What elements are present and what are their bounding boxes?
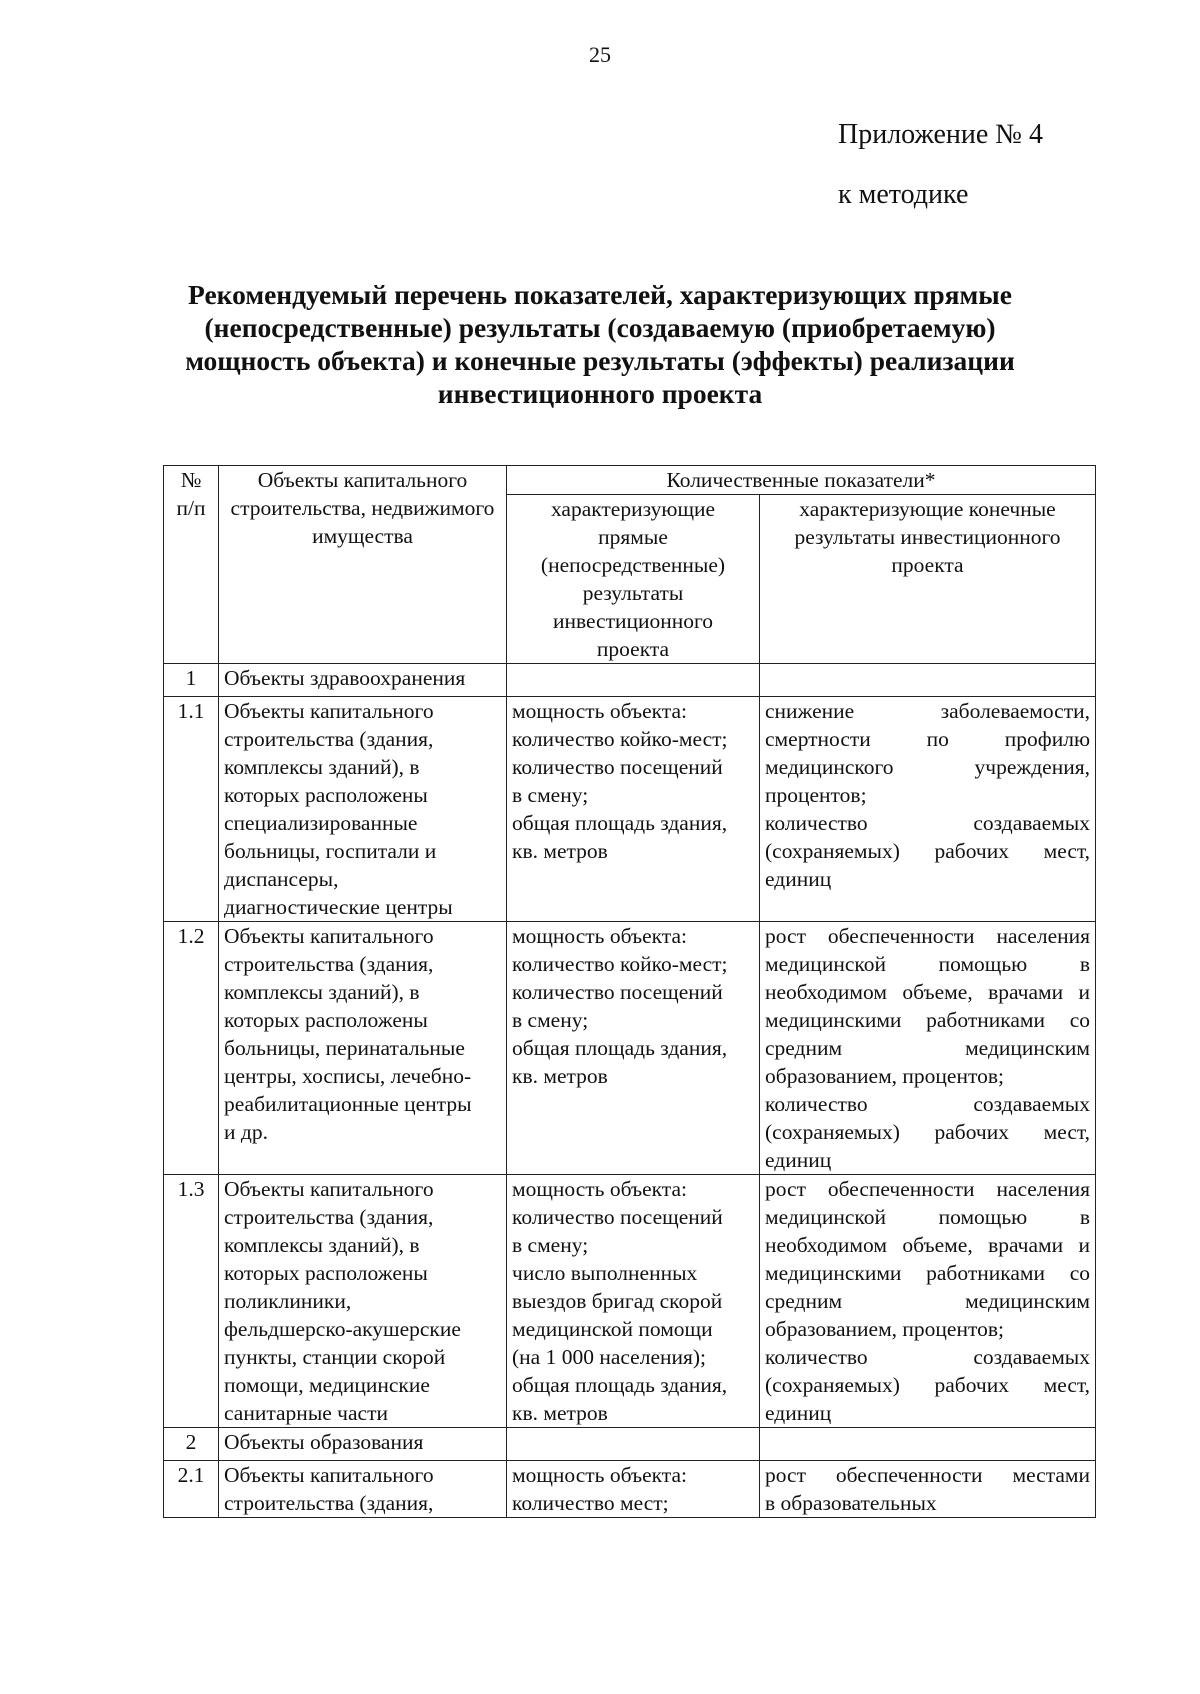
final-indicator-line: количество создаваемых	[765, 811, 1091, 835]
final-indicator-line: процентов;	[765, 783, 867, 807]
title-line: инвестиционного проекта	[437, 378, 763, 409]
row-final-indicators	[760, 697, 1096, 922]
row-object: Объекты капитального строительства (здания,	[219, 1461, 507, 1518]
final-indicator-line: (сохраняемых) рабочих мест,	[765, 1373, 1091, 1397]
final-indicator-line: необходимом объеме, врачами и	[765, 980, 1091, 1004]
table-header-row	[164, 466, 1096, 495]
appendix-number: Приложение № 4	[838, 119, 1043, 150]
row-object: Объекты капитального строительства (здания, комплексы зданий), в которых расположены поликлиники, фельдшерско-акушерские пункты, станции скорой помощи, медицинские санитарные части	[219, 1175, 507, 1428]
page-number: 25	[589, 42, 611, 67]
row-number: 1.2	[164, 922, 219, 1175]
final-indicator-line: средним медицинским	[765, 1036, 1091, 1060]
final-indicator-line: рост обеспеченности населения	[765, 924, 1091, 948]
final-indicator-line: образованием, процентов;	[765, 1064, 1004, 1088]
appendix-reference: к методике	[838, 179, 969, 210]
final-indicator-line: количество создаваемых	[765, 1345, 1091, 1369]
table-row	[164, 697, 1096, 922]
title-line: мощность объекта) и конечные результаты (эффекты) реализации	[185, 345, 1015, 376]
final-indicator-line: единиц	[765, 1401, 832, 1425]
row-number: 1	[164, 664, 219, 697]
row-number: 1.3	[164, 1175, 219, 1428]
final-indicator-line: рост обеспеченности местами	[765, 1463, 1091, 1487]
row-final-indicators	[760, 922, 1096, 1175]
row-final-indicators	[760, 1428, 1096, 1461]
final-indicator-line: (сохраняемых) рабочих мест,	[765, 1120, 1091, 1144]
final-indicator-line: медицинской помощью в	[765, 1205, 1091, 1229]
table-row	[164, 1428, 1096, 1461]
final-indicator-line: медицинскими работниками со	[765, 1261, 1091, 1285]
row-number: 2	[164, 1428, 219, 1461]
title-line: Рекомендуемый перечень показателей, характеризующих прямые	[188, 279, 1012, 310]
indicators-table	[163, 465, 1096, 1518]
appendix-label	[838, 118, 1043, 212]
row-object: Объекты образования	[219, 1428, 507, 1461]
document-title	[150, 278, 1050, 410]
row-direct-indicators	[507, 1428, 760, 1461]
row-final-indicators	[760, 1461, 1096, 1518]
final-indicator-line: снижение заболеваемости,	[765, 699, 1091, 723]
header-direct-results: характеризующие прямые (непосредственные) результаты инвестиционного проекта	[507, 495, 760, 664]
table-row	[164, 922, 1096, 1175]
table-row	[164, 1461, 1096, 1518]
header-number: № п/п	[164, 466, 219, 664]
table-row	[164, 1175, 1096, 1428]
final-indicator-line: смертности по профилю	[765, 727, 1091, 751]
row-direct-indicators: мощность объекта: количество койко-мест; количество посещений в смену; общая площадь здания, кв. метров	[507, 697, 760, 922]
row-final-indicators	[760, 664, 1096, 697]
final-indicator-line: единиц	[765, 1148, 832, 1172]
final-indicator-line: медицинского учреждения,	[765, 755, 1091, 779]
row-number: 2.1	[164, 1461, 219, 1518]
final-indicator-line: (сохраняемых) рабочих мест,	[765, 839, 1091, 863]
row-object: Объекты капитального строительства (здания, комплексы зданий), в которых расположены специализированные больницы, госпитали и диспансеры, диагностические центры	[219, 697, 507, 922]
final-indicator-line: количество создаваемых	[765, 1092, 1091, 1116]
header-final-results: характеризующие конечные результаты инвестиционного проекта	[760, 495, 1096, 664]
row-direct-indicators: мощность объекта: количество койко-мест; количество посещений в смену; общая площадь здания, кв. метров	[507, 922, 760, 1175]
row-number: 1.1	[164, 697, 219, 922]
row-final-indicators	[760, 1175, 1096, 1428]
final-indicator-line: единиц	[765, 867, 832, 891]
final-indicator-line: необходимом объеме, врачами и	[765, 1233, 1091, 1257]
row-object: Объекты здравоохранения	[219, 664, 507, 697]
final-indicator-line: в образовательных	[765, 1491, 937, 1515]
final-indicator-line: образованием, процентов;	[765, 1317, 1004, 1341]
row-direct-indicators: мощность объекта: количество мест;	[507, 1461, 760, 1518]
row-object: Объекты капитального строительства (здания, комплексы зданий), в которых расположены больницы, перинатальные центры, хосписы, лечебно- реабилитационные центры и др.	[219, 922, 507, 1175]
title-line: (непосредственные) результаты (создаваемую (приобретаемую)	[204, 312, 996, 343]
header-objects: Объекты капитального строительства, недвижимого имущества	[219, 466, 507, 664]
table-row	[164, 664, 1096, 697]
header-quantitative: Количественные показатели*	[507, 466, 1096, 495]
final-indicator-line: рост обеспеченности населения	[765, 1177, 1091, 1201]
row-direct-indicators: мощность объекта: количество посещений в смену; число выполненных выездов бригад скорой медицинской помощи (на 1 000 населения); общая площадь здания, кв. метров	[507, 1175, 760, 1428]
row-direct-indicators	[507, 664, 760, 697]
final-indicator-line: медицинскими работниками со	[765, 1008, 1091, 1032]
table-body	[164, 664, 1096, 1518]
final-indicator-line: медицинской помощью в	[765, 952, 1091, 976]
final-indicator-line: средним медицинским	[765, 1289, 1091, 1313]
